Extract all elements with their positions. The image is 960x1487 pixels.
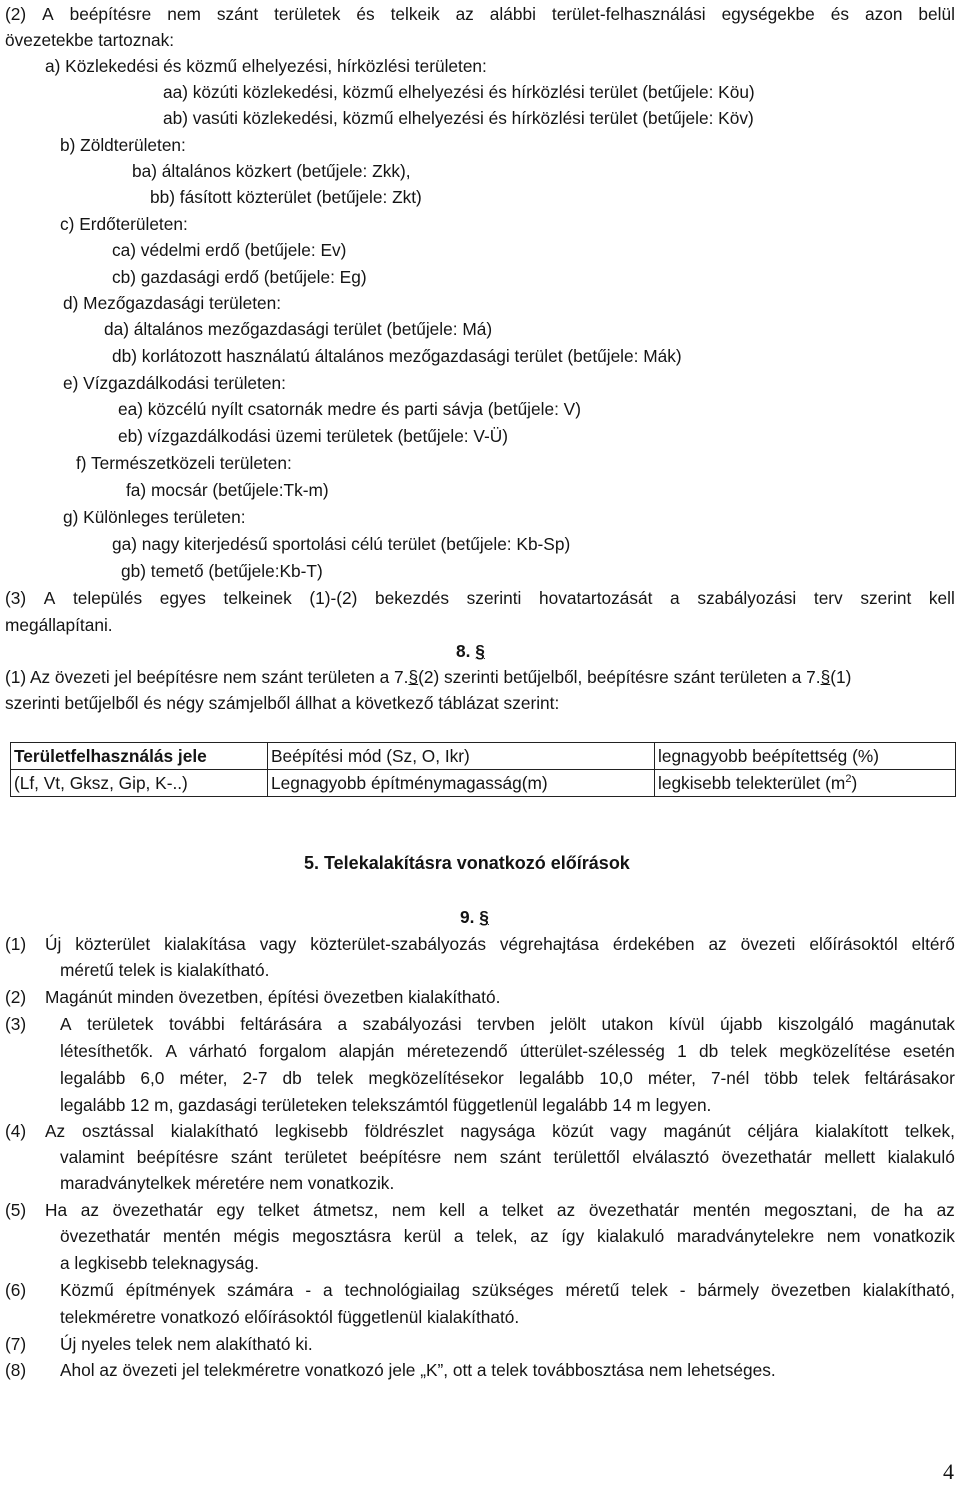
word: elválasztó [632, 1147, 710, 1167]
paragraph-2-line-2: övezetekbe tartoznak: [5, 30, 175, 50]
word: nem [391, 1200, 426, 1220]
superscript: 2 [845, 772, 852, 785]
section-symbol: § [475, 641, 485, 661]
table-cell: legnagyobb beépítettség (%) [655, 743, 956, 770]
word: kell [439, 1200, 466, 1220]
table-cell: Beépítési mód (Sz, O, Ikr) [268, 743, 655, 770]
word: 7-nél [710, 1068, 750, 1088]
word: céljára [747, 1121, 799, 1141]
word: egységekbe [721, 4, 815, 24]
word: Új [45, 934, 62, 954]
word: alábbi [489, 4, 536, 24]
word: település [72, 588, 143, 608]
word: méter, [179, 1068, 228, 1088]
word: szükséges [471, 1280, 554, 1300]
word: vonatkozik [873, 1226, 955, 1246]
word: útterület-szélesség [519, 1041, 665, 1061]
section-symbol: § [479, 907, 489, 927]
word: A [43, 588, 56, 608]
word: kiszolgáló [777, 1014, 854, 1034]
word: eltérő [911, 934, 955, 954]
list-item-ab: ab) vasúti közlekedési, közmű elhelyezési és hírközlési terület (betűjele: Köv) [163, 108, 754, 128]
word: terv [813, 588, 843, 608]
word: vagy [259, 934, 297, 954]
word: övezethatár [60, 1226, 151, 1246]
word: megközelítése [779, 1041, 891, 1061]
word: övezeti [740, 934, 796, 954]
s9-p4-line-1 [45, 1120, 955, 1142]
list-item-g: g) Különleges területen: [63, 507, 246, 527]
word: Közmű [60, 1280, 114, 1300]
word: közterület [75, 934, 151, 954]
word: nem [826, 1226, 861, 1246]
word: de [870, 1200, 891, 1220]
s9-p6-line-2: telekméretre vonatkozó előírásoktól függetlenül kialakítható. [60, 1307, 520, 1327]
word: az [556, 1200, 576, 1220]
s9-p4-line-2 [60, 1146, 955, 1168]
s9-p5-line-2 [60, 1225, 955, 1247]
word: db [282, 1068, 302, 1088]
word: a [453, 1226, 464, 1246]
table-cell [655, 770, 956, 797]
list-item-e: e) Vízgazdálkodási területen: [63, 373, 286, 393]
word: létesíthetők. [60, 1041, 154, 1061]
word: Az [45, 1121, 66, 1141]
word: építmények [125, 1280, 216, 1300]
word: jelölt [550, 1014, 586, 1034]
word: közút [552, 1121, 594, 1141]
word: szerint [860, 588, 912, 608]
word: szabályozási [362, 1014, 462, 1034]
s9-p1-line-2: méretű telek is kialakítható. [60, 960, 270, 980]
list-item-a: a) Közlekedési és közmű elhelyezési, hírközlési területen: [45, 56, 487, 76]
word: legkisebb [274, 1121, 348, 1141]
table-cell-text-end: ) [851, 772, 858, 793]
zoning-code-table [10, 742, 956, 797]
word: vagy [610, 1121, 647, 1141]
word: a [337, 1014, 348, 1034]
word: az [936, 1200, 955, 1220]
section-8-p1-part-b: (2) szerinti betűjelből, beépítésre szánt területen a 7. [418, 667, 821, 687]
word: alapján [338, 1041, 395, 1061]
list-item-cb: cb) gazdasági erdő (betűjele: Eg) [112, 267, 367, 287]
word: beépítésre [359, 1147, 442, 1167]
word: azon [864, 4, 903, 24]
word: telek [730, 1041, 768, 1061]
s9-p8-number: (8) [5, 1360, 27, 1380]
word: mentén [163, 1226, 221, 1246]
section-8-paragraph-1-line-2: szerinti betűjelből és négy számjelből állhat a következő táblázat szerint: [5, 693, 560, 713]
word: így [561, 1226, 585, 1246]
s9-p3-number: (3) [5, 1014, 27, 1034]
word: legalább [518, 1068, 585, 1088]
word: telek, [476, 1226, 518, 1246]
word: beépítésre [136, 1147, 219, 1167]
word: - [305, 1280, 312, 1300]
page-number: 4 [943, 1459, 954, 1484]
word: földrészlet [364, 1121, 444, 1141]
list-item-f: f) Természetközeli területen: [76, 453, 292, 473]
word: méretű [565, 1280, 620, 1300]
word: valamint [60, 1147, 125, 1167]
word: a [478, 1200, 489, 1220]
list-item-ca: ca) védelmi erdő (betűjele: Ev) [112, 240, 347, 260]
word: magánutak [869, 1014, 955, 1034]
list-item-ea: ea) közcélú nyílt csatornák medre és parti sávja (betűjele: V) [118, 399, 581, 419]
word: utakon [601, 1014, 654, 1034]
s9-p5-line-3: a legkisebb teleknagyság. [60, 1253, 259, 1273]
word: 10,0 [599, 1068, 633, 1088]
word: forgalom [259, 1041, 327, 1061]
section-8-heading [456, 640, 485, 662]
table-row [11, 770, 956, 797]
word: (1)-(2) [309, 588, 358, 608]
s9-p3-line-1 [60, 1013, 955, 1035]
word: tervben [477, 1014, 535, 1034]
list-item-fa: fa) mocsár (betűjele:Tk-m) [126, 480, 329, 500]
word: érdekében [612, 934, 695, 954]
word: legalább [60, 1068, 126, 1088]
word: kialakuló [887, 1147, 955, 1167]
word: kialakítása [164, 934, 246, 954]
section-8-heading-number: 8. [456, 641, 471, 661]
word: - [679, 1280, 686, 1300]
word: mégis [233, 1226, 280, 1246]
s9-p3-line-4: legalább 12 m, gazdasági területeken telekszámtól függetlenül legalább 14 m legyen. [60, 1095, 712, 1115]
table-cell: Legnagyobb építménymagasság(m) [268, 770, 655, 797]
word: előírásoktól [809, 934, 898, 954]
word: a [670, 588, 680, 608]
word: megosztani, [764, 1200, 858, 1220]
word: belül [918, 4, 955, 24]
word: (2) [5, 4, 27, 24]
word: kell [928, 588, 955, 608]
word: övezethatár [721, 1147, 812, 1167]
list-item-d: d) Mezőgazdasági területen: [63, 293, 282, 313]
list-item-db: db) korlátozott használatú általános mezőgazdasági terület (betűjele: Mák) [112, 346, 682, 366]
section-symbol: § [408, 667, 419, 687]
word: végrehajtása [499, 934, 599, 954]
chapter-5-title: 5. Telekalakításra vonatkozó előírások [304, 853, 630, 873]
word: övezethatár [588, 1200, 680, 1220]
word: több [764, 1068, 799, 1088]
word: további [168, 1014, 225, 1034]
s9-p1-line-1 [45, 933, 955, 955]
list-item-aa: aa) közúti közlekedési, közmű elhelyezési és hírközlési terület (betűjele: Köu) [163, 82, 755, 102]
word: 1 [677, 1041, 687, 1061]
word: területet [284, 1147, 348, 1167]
s9-p4-number: (4) [5, 1121, 27, 1141]
table-row [11, 743, 956, 770]
word: magánút [663, 1121, 731, 1141]
section-symbol: § [820, 667, 831, 687]
word: nagysága [460, 1121, 536, 1141]
s9-p1-number: (1) [5, 934, 27, 954]
word: számára [227, 1280, 294, 1300]
word: megközelítésekor [368, 1068, 504, 1088]
s9-p7-number: (7) [5, 1334, 27, 1354]
list-item-ba: ba) általános közkert (betűjele: Zkk), [132, 161, 411, 181]
word: telkeinek [223, 588, 292, 608]
word: méter, [647, 1068, 696, 1088]
word: az [80, 1200, 99, 1220]
word: szánt [216, 4, 259, 24]
word: terület-felhasználási [551, 4, 706, 24]
word: közterület-szabályozás [310, 934, 486, 954]
s9-p3-line-2 [60, 1040, 955, 1062]
word: feltárására [240, 1014, 322, 1034]
table-cell-text: legkisebb telekterület (m [658, 772, 846, 793]
word: A [42, 4, 54, 24]
s9-p2-line-1: Magánút minden övezetben, építési övezetben kialakítható. [45, 987, 501, 1007]
word: 6,0 [140, 1068, 165, 1088]
table-cell: Területfelhasználás jele [11, 743, 268, 770]
word: (3) [5, 588, 27, 608]
word: telek [631, 1280, 668, 1300]
word: feltárásakor [864, 1068, 955, 1088]
word: kialakított [815, 1121, 889, 1141]
word: technológiailag [344, 1280, 460, 1300]
list-item-ga: ga) nagy kiterjedésű sportolási célú terület (betűjele: Kb-Sp) [112, 534, 571, 554]
word: telket [501, 1200, 544, 1220]
paragraph-2-line-1 [5, 3, 955, 25]
word: szánt [499, 1147, 542, 1167]
word: A [60, 1014, 72, 1034]
section-8-p1-part-a: (1) Az övezeti jel beépítésre nem szánt területen a 7. [5, 667, 409, 687]
word: telkek, [904, 1121, 955, 1141]
word: várható [189, 1041, 247, 1061]
s9-p5-line-1 [45, 1199, 955, 1221]
list-item-gb: gb) temető (betűjele:Kb-T) [121, 561, 323, 581]
s9-p6-number: (6) [5, 1280, 27, 1300]
section-9-heading [460, 906, 489, 928]
list-item-b: b) Zöldterületen: [60, 135, 186, 155]
word: méretezendő [406, 1041, 508, 1061]
section-9-heading-number: 9. [460, 907, 475, 927]
word: kerül [403, 1226, 442, 1246]
word: kialakuló [596, 1226, 665, 1246]
section-8-paragraph-1-line-1 [5, 666, 851, 688]
word: 2-7 [242, 1068, 268, 1088]
word: osztással [81, 1121, 154, 1141]
s9-p5-number: (5) [5, 1200, 27, 1220]
word: telkeik [390, 4, 440, 24]
list-item-da: da) általános mezőgazdasági terület (betűjele: Má) [104, 319, 493, 339]
s9-p6-line-1 [60, 1279, 955, 1301]
word: kialakítható [170, 1121, 259, 1141]
word: az [708, 934, 727, 954]
word: területek [274, 4, 341, 24]
word: ha [903, 1200, 923, 1220]
word: mellett [824, 1147, 876, 1167]
word: és [356, 4, 375, 24]
word: Ha [45, 1200, 68, 1220]
word: db [699, 1041, 719, 1061]
s9-p2-number: (2) [5, 987, 27, 1007]
word: szerinti [466, 588, 522, 608]
word: átmetsz, [312, 1200, 379, 1220]
word: területek [87, 1014, 154, 1034]
word: nem [167, 4, 201, 24]
word: és [830, 4, 849, 24]
word: övezethatár [112, 1200, 203, 1220]
s9-p4-line-3: maradványtelkek méretére nem vonatkozik. [60, 1173, 395, 1193]
word: megosztásra [292, 1226, 392, 1246]
word: esetén [903, 1041, 955, 1061]
word: egyes [159, 588, 206, 608]
section-8-p1-part-c: (1) [830, 667, 852, 687]
word: A [165, 1041, 177, 1061]
paragraph-3-line-2: megállapítani. [5, 615, 113, 635]
word: az [530, 1226, 549, 1246]
word: egy [216, 1200, 245, 1220]
word: újabb [720, 1014, 763, 1034]
word: bármely [697, 1280, 759, 1300]
word: bekezdés [375, 588, 450, 608]
word: az [455, 4, 474, 24]
word: a [323, 1280, 333, 1300]
s9-p8-line-1: Ahol az övezeti jel telekméretre vonatkozó jele „K”, ott a telek továbbosztása nem lehetséges. [60, 1360, 776, 1380]
word: telket [258, 1200, 300, 1220]
word: szánt [230, 1147, 273, 1167]
word: beépítésre [69, 4, 152, 24]
s9-p3-line-3 [60, 1067, 955, 1089]
list-item-eb: eb) vízgazdálkodási üzemi területek (betűjele: V-Ü) [118, 426, 508, 446]
word: övezetben [770, 1280, 851, 1300]
word: telek [316, 1068, 354, 1088]
s9-p7-line-1: Új nyeles telek nem alakítható ki. [60, 1334, 313, 1354]
word: kívül [668, 1014, 705, 1034]
list-item-c: c) Erdőterületen: [60, 214, 188, 234]
word: kialakítható, [862, 1280, 955, 1300]
word: területtől [553, 1147, 620, 1167]
list-item-bb: bb) fásított közterület (betűjele: Zkt) [150, 187, 422, 207]
word: mentén [692, 1200, 751, 1220]
word: maradványtelekre [676, 1226, 815, 1246]
word: hovatartozását [539, 588, 653, 608]
table-cell: (Lf, Vt, Gksz, Gip, K-..) [11, 770, 268, 797]
word: szabályozási [697, 588, 797, 608]
word: telek [813, 1068, 850, 1088]
word: nem [453, 1147, 488, 1167]
paragraph-3-line-1 [5, 587, 955, 609]
